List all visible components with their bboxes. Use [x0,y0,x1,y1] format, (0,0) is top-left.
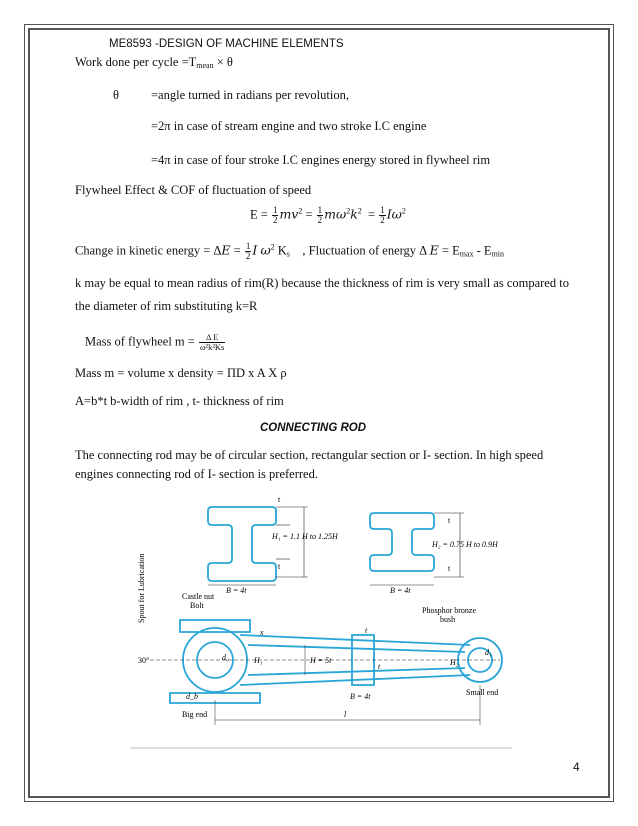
b-4t-left-label: B = 4t [226,586,247,595]
h2-rod-label: H₂ [450,658,459,667]
h1-rod-label: H₁ [254,656,263,665]
fraction-half-4: $\frac{1}{2}$ [245,241,251,261]
radius-note: k may be equal to mean radius of rim(R) because the thickness of rim is very small as compared to the diameter of rim substituting k=R [75,276,569,313]
work-done-suffix: × θ [213,55,233,69]
theta-symbol: θ [113,88,119,102]
running-header: ME8593 -DESIGN OF MACHINE ELEMENTS [109,38,344,50]
theta-definition: =angle turned in radians per revolution, [151,88,349,102]
mass-fraction: $\frac{\text{Δ E}}{\text{ω²k²Ks}}$ [199,332,225,352]
term-i-omega: Iω [386,206,402,222]
t-label-2: t [278,562,281,571]
bolt-label: Bolt [190,601,204,610]
db-label: d_b [186,692,198,701]
spout-label: Spout for Lubrication [137,553,146,623]
d1-label: d₁ [485,648,492,657]
h1-dimension-label: H₁ = 1.1 H to 1.25H [272,532,338,541]
b-4t-right-label: B = 4t [390,586,411,595]
big-end-label: Big end [182,710,208,719]
t-label-4: t [448,564,451,573]
b-4t-bottom-label: B = 4t [350,692,371,701]
flywheel-effect-line: Flywheel Effect & COF of fluctuation of speed [75,183,312,197]
page-number: 4 [573,760,580,774]
term-m-omega: mω [324,206,347,222]
castle-nut-label: Castle nut [182,592,215,601]
t-rod-label-2: t [378,662,381,671]
fraction-half-2: $\frac{1}{2}$ [317,205,323,225]
x-label: x [260,628,264,637]
t-label-1: t [278,495,281,504]
energy-lhs: E = [250,207,268,222]
fraction-half-3: $\frac{1}{2}$ [380,205,385,225]
energy-equation: E = $\frac{1}{2}$ $mv^2$ = $\frac{1}{2}$ $m\omega^2k^2$ = $\frac{1}{2}$ $I\omega^2$ [250,205,406,225]
h2-dimension-label: H₂ = 0.75 H to 0.9H [432,540,498,549]
connecting-rod-heading: CONNECTING ROD [260,422,367,434]
work-done-prefix: Work done per cycle =T [75,55,197,69]
four-pi-line: =4π in case of four stroke I.C engines energy stored in flywheel rim [151,153,491,167]
connecting-rod-diagram [130,495,512,750]
t-label-3: t [448,516,451,525]
i-section-right [370,513,434,571]
work-done-line [75,55,233,70]
i-section-left [208,507,276,581]
small-end-label: Small end [466,688,499,697]
connecting-rod-text: The connecting rod may be of circular section, rectangular section or I- section. In high speed engines connecting rod of I- section is preferred. [75,448,544,481]
t-rod-label: t [365,626,368,635]
d0-label: d₀ [222,653,229,662]
h-rod-label: H = 5t [310,656,332,665]
mass-flywheel-line: Mass of flywheel m = $\frac{\text{Δ E}}{\text{ω²k²Ks}}$ [85,332,225,352]
mean-subscript: mean [196,61,214,70]
angle-label: 30° [138,656,150,665]
l-label: l [344,710,347,719]
mass-volume-line: Mass m = volume x density = ΠD x A X ρ [75,366,287,380]
term-mv: mv [279,206,299,222]
area-line: A=b*t b-width of rim , t- thickness of rim [75,394,284,408]
phosphor-label: Phosphor bronze [422,606,476,615]
fraction-half-1: $\frac{1}{2}$ [272,205,278,225]
change-ke-line: Change in kinetic energy = ΔE = $\frac{1}{2}$ I $\omega^2$ $K_s$ , Fluctuation of energy Δ $E = E_{max} - E_{min}$ [75,241,505,261]
bush-label: bush [440,615,456,624]
dimension-lines-left [208,507,308,585]
two-pi-line: =2π in case of stream engine and two stroke I.C engine [151,119,427,133]
